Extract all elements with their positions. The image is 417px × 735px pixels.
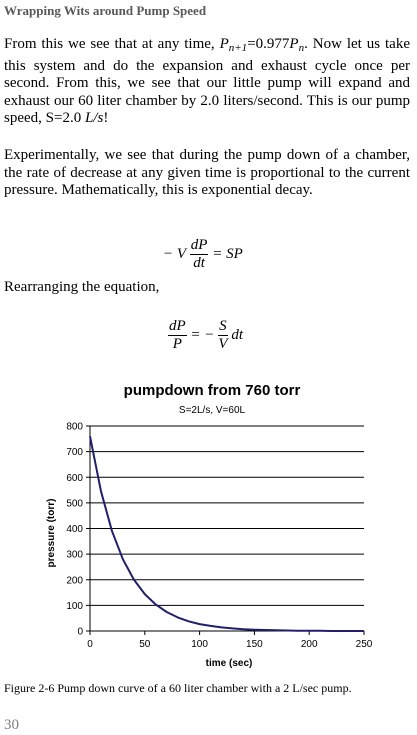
y-tick-label: 0 bbox=[77, 626, 83, 638]
running-header: Wrapping Wits around Pump Speed bbox=[4, 3, 207, 18]
y-tick-label: 100 bbox=[66, 600, 83, 612]
chart-gridlines bbox=[90, 426, 364, 631]
p1-eq-lhs-sub: n+1 bbox=[228, 42, 248, 54]
paragraph-exponential-decay: Experimentally, we see that during the pump down of a chamber, the rate of decrease at any given time is proportional to the current pressure. Mathematically, this is exponential decay. bbox=[4, 147, 410, 199]
eq2-rhs: dt bbox=[231, 327, 244, 343]
p1-intro: From this we see that at any time, bbox=[4, 36, 215, 52]
paragraph-pump-speed bbox=[4, 36, 410, 128]
y-tick-label: 600 bbox=[66, 472, 83, 484]
page-number: 30 bbox=[4, 717, 19, 733]
x-tick-label: 100 bbox=[191, 639, 208, 650]
x-tick-label: 50 bbox=[139, 639, 151, 650]
p1-eq-rhs-sub: n bbox=[298, 42, 305, 54]
eq1-lhs: − V bbox=[163, 246, 187, 262]
chart-title: pumpdown from 760 torr bbox=[123, 382, 301, 399]
x-tick-label: 150 bbox=[246, 639, 263, 650]
y-tick-label: 800 bbox=[66, 421, 83, 433]
eq2-eq: = − bbox=[190, 327, 215, 343]
rearranging-text: Rearranging the equation, bbox=[4, 279, 160, 295]
figure-caption: Figure 2-6 Pump down curve of a 60 liter chamber with a 2 L/sec pump. bbox=[4, 681, 352, 695]
eq2-fraction-right bbox=[218, 318, 228, 353]
x-tick-label: 0 bbox=[87, 639, 93, 650]
p1-body: . Now let us take this system and do the expansion and exhaust cycle once per second. From this, we see that our little pump will expand and exhaust our 60 liter chamber by 2.0 liters/second. This is our pump speed, S=2.0 bbox=[4, 36, 410, 127]
eq1-fraction bbox=[190, 237, 209, 272]
p1-end: ! bbox=[103, 110, 109, 127]
eq1-num: dP bbox=[190, 237, 208, 253]
y-axis-label: pressure (torr) bbox=[46, 498, 57, 568]
chart-subtitle: S=2L/s, V=60L bbox=[178, 405, 246, 416]
pumpdown-chart bbox=[40, 378, 380, 674]
eq2-den1: P bbox=[172, 336, 182, 352]
series-line bbox=[90, 436, 364, 631]
y-tick-label: 700 bbox=[66, 447, 83, 459]
equation-rearranged bbox=[168, 318, 243, 353]
eq2-num1: dP bbox=[169, 318, 186, 334]
eq2-den2: V bbox=[218, 336, 228, 352]
y-axis-ticks bbox=[66, 422, 90, 638]
x-axis-ticks bbox=[87, 631, 373, 650]
y-tick-label: 400 bbox=[66, 524, 83, 535]
equation-rate bbox=[163, 237, 243, 272]
eq1-den: dt bbox=[193, 255, 205, 271]
p1-unit: L/s bbox=[84, 110, 104, 127]
p1-eq-mid: =0.977 bbox=[247, 36, 290, 52]
eq1-rhs: = SP bbox=[212, 246, 243, 262]
x-axis-label: time (sec) bbox=[205, 658, 253, 669]
y-tick-label: 300 bbox=[66, 549, 83, 561]
y-tick-label: 200 bbox=[66, 575, 83, 587]
x-tick-label: 250 bbox=[355, 639, 373, 650]
y-tick-label: 500 bbox=[66, 498, 83, 510]
eq2-fraction-left bbox=[168, 318, 187, 353]
eq2-num2: S bbox=[219, 318, 227, 334]
x-tick-label: 200 bbox=[300, 639, 318, 650]
p1-eq-rhs: P bbox=[289, 36, 299, 52]
p1-eq-lhs: P bbox=[219, 36, 229, 52]
